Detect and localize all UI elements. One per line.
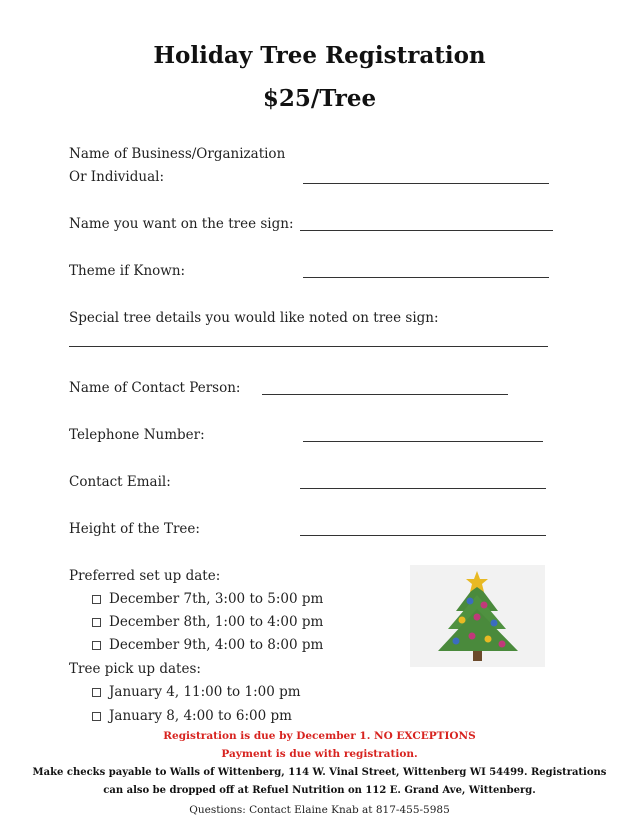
business-label-line2: Or Individual: bbox=[69, 169, 164, 185]
checks-info-line1: Make checks payable to Walls of Wittenberg, 114 W. Vinal Street, Wittenberg WI 54499. Registrations bbox=[32, 767, 607, 778]
setup-option-label: December 8th, 1:00 to 4:00 pm bbox=[109, 614, 324, 630]
price-heading: $25/Tree bbox=[262, 85, 377, 112]
setup-option-2[interactable] bbox=[92, 614, 323, 630]
sign-name-blank-line[interactable] bbox=[300, 230, 553, 231]
special-details-blank-line[interactable] bbox=[69, 346, 548, 347]
ornament-icon bbox=[485, 636, 492, 643]
theme-label: Theme if Known: bbox=[69, 263, 186, 279]
checks-info-line2: can also be dropped off at Refuel Nutrition on 112 E. Grand Ave, Wittenberg. bbox=[103, 785, 536, 796]
pickup-option-2[interactable] bbox=[92, 708, 292, 724]
checkbox-icon[interactable] bbox=[92, 688, 101, 697]
contact-person-label: Name of Contact Person: bbox=[69, 380, 241, 396]
setup-option-label: December 9th, 4:00 to 8:00 pm bbox=[109, 637, 324, 653]
checkbox-icon[interactable] bbox=[92, 712, 101, 721]
ornament-icon bbox=[453, 638, 460, 645]
pickup-heading: Tree pick up dates: bbox=[69, 661, 201, 677]
telephone-label: Telephone Number: bbox=[69, 427, 205, 443]
contact-person-blank-line[interactable] bbox=[262, 394, 508, 395]
ornament-icon bbox=[469, 633, 476, 640]
setup-heading: Preferred set up date: bbox=[69, 568, 221, 584]
ornament-icon bbox=[474, 614, 481, 621]
email-label: Contact Email: bbox=[69, 474, 171, 490]
checkbox-icon[interactable] bbox=[92, 618, 101, 627]
ornament-icon bbox=[491, 620, 498, 627]
pickup-option-label: January 4, 11:00 to 1:00 pm bbox=[109, 684, 301, 700]
ornament-icon bbox=[459, 617, 466, 624]
theme-blank-line[interactable] bbox=[303, 277, 549, 278]
setup-option-label: December 7th, 3:00 to 5:00 pm bbox=[109, 591, 324, 607]
checkbox-icon[interactable] bbox=[92, 595, 101, 604]
questions-contact: Questions: Contact Elaine Knab at 817-455-5985 bbox=[189, 804, 450, 816]
tree-illustration bbox=[410, 565, 545, 667]
christmas-tree-icon bbox=[410, 565, 545, 667]
height-blank-line[interactable] bbox=[300, 535, 546, 536]
checkbox-icon[interactable] bbox=[92, 641, 101, 650]
setup-option-3[interactable] bbox=[92, 637, 323, 653]
ornament-icon bbox=[499, 641, 506, 648]
business-blank-line[interactable] bbox=[303, 183, 549, 184]
telephone-blank-line[interactable] bbox=[303, 441, 543, 442]
ornament-icon bbox=[481, 602, 488, 609]
email-blank-line[interactable] bbox=[300, 488, 546, 489]
setup-option-1[interactable] bbox=[92, 591, 323, 607]
special-details-label: Special tree details you would like noted on tree sign: bbox=[69, 310, 439, 326]
payment-notice: Payment is due with registration. bbox=[221, 748, 418, 760]
due-notice: Registration is due by December 1. NO EXCEPTIONS bbox=[163, 730, 476, 742]
height-label: Height of the Tree: bbox=[69, 521, 200, 537]
ornament-icon bbox=[467, 598, 474, 605]
business-label-line1: Name of Business/Organization bbox=[69, 146, 286, 162]
pickup-option-label: January 8, 4:00 to 6:00 pm bbox=[109, 708, 292, 724]
pickup-option-1[interactable] bbox=[92, 684, 301, 700]
sign-name-label: Name you want on the tree sign: bbox=[69, 216, 294, 232]
page-title: Holiday Tree Registration bbox=[153, 42, 486, 69]
